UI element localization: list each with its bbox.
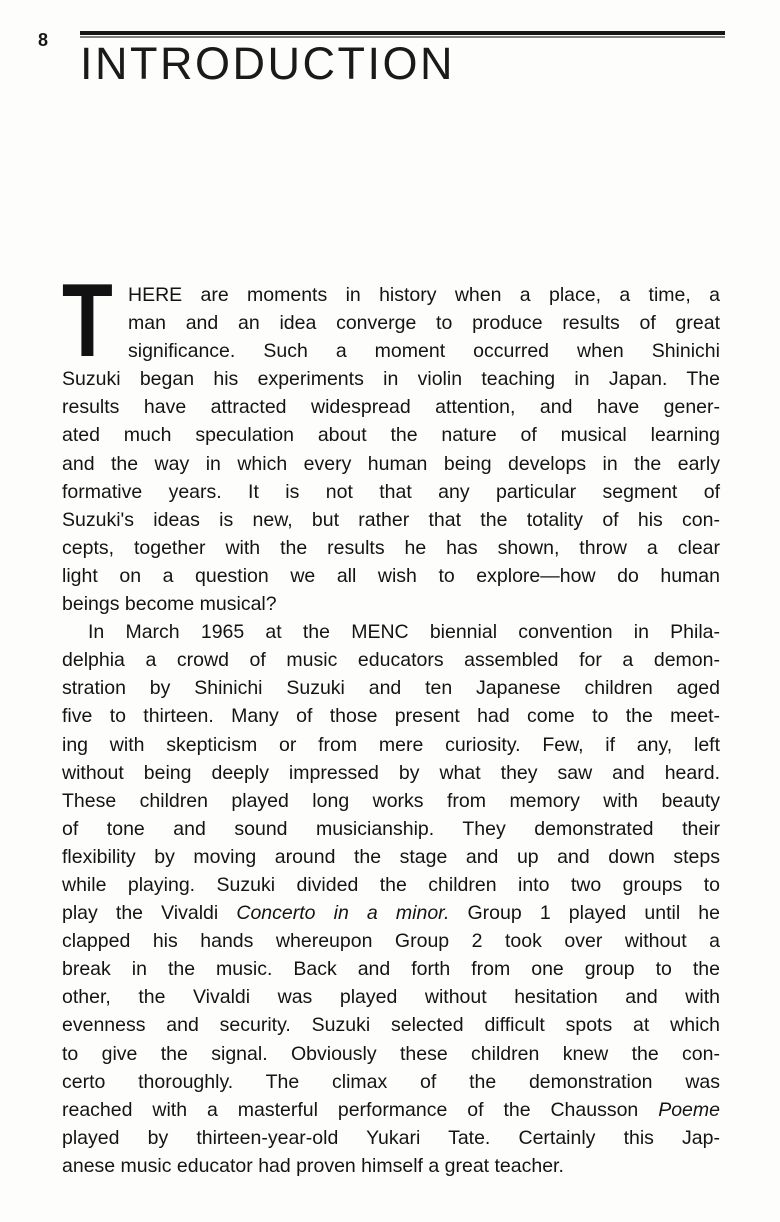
text-segment: and the way in which every human being develops in the early: [62, 452, 720, 475]
text-segment: ated much speculation about the nature of musical learning: [62, 424, 720, 447]
text-segment: play the Vivaldi: [62, 902, 237, 925]
text-segment: man and an idea converge to produce results of great: [128, 312, 720, 335]
text-line: [62, 815, 720, 843]
text-segment: flexibility by moving around the stage and up and down steps: [62, 845, 720, 868]
paragraph-1: [62, 263, 720, 618]
text-segment: formative years. It is not that any particular segment of: [62, 480, 720, 503]
text-segment: Suzuki began his experiments in violin teaching in Japan. The: [62, 368, 720, 391]
text-line: [62, 702, 720, 730]
text-segment: played by thirteen-year-old Yukari Tate. Certainly this Jap-: [62, 1126, 720, 1149]
text-segment: while playing. Suzuki divided the children into two groups to: [62, 873, 720, 896]
text-line: [62, 562, 720, 590]
text-segment: HERE are moments in history when a place, a time, a: [128, 284, 720, 306]
text-line: [62, 983, 720, 1011]
text-line: [62, 674, 720, 702]
text-segment: Suzuki's ideas is new, but rather that the totality of his con-: [62, 508, 720, 531]
text-segment: anese music educator had proven himself a great teacher.: [62, 1154, 564, 1177]
body-text: [62, 263, 720, 1180]
text-segment: ing with skepticism or from mere curiosity. Few, if any, left: [62, 733, 720, 756]
title-rule: [80, 31, 725, 36]
text-line: [62, 450, 720, 478]
text-line: [62, 1096, 720, 1124]
italic-text: Concerto in a minor.: [236, 902, 450, 925]
text-line: [62, 506, 720, 534]
text-segment: certo thoroughly. The climax of the demonstration was: [62, 1070, 720, 1093]
page-title: INTRODUCTION: [80, 38, 455, 89]
text-segment: Group 1 played until he: [449, 902, 720, 925]
text-line: [62, 365, 720, 393]
text-line: [128, 281, 720, 309]
text-line: [62, 421, 720, 449]
text-line: [62, 899, 720, 927]
text-line: [128, 337, 720, 365]
text-segment: light on a question we all wish to explore—how do human: [62, 564, 720, 587]
text-segment: significance. Such a moment occurred when Shinichi: [128, 340, 720, 363]
text-line: [62, 871, 720, 899]
text-segment: reached with a masterful performance of the Chausson: [62, 1098, 659, 1121]
text-segment: to give the signal. Obviously these children knew the con-: [62, 1042, 720, 1065]
text-line: [62, 787, 720, 815]
text-line: [128, 309, 720, 337]
text-segment: In March 1965 at the MENC biennial convention in Phila-: [88, 621, 720, 644]
text-line: [62, 843, 720, 871]
italic-text: Poeme: [658, 1098, 720, 1121]
drop-cap: T: [62, 263, 113, 379]
text-segment: without being deeply impressed by what they saw and heard.: [62, 761, 720, 784]
text-segment: evenness and security. Suzuki selected difficult spots at which: [62, 1014, 720, 1037]
text-line: [62, 927, 720, 955]
text-line: [62, 1152, 720, 1180]
page-number: 8: [38, 30, 49, 50]
text-segment: stration by Shinichi Suzuki and ten Japanese children aged: [62, 677, 720, 700]
text-line: [62, 1068, 720, 1096]
text-line: [62, 1011, 720, 1039]
text-line: [62, 618, 720, 646]
text-line: [62, 534, 720, 562]
text-line: [62, 955, 720, 983]
text-line: [62, 590, 720, 618]
text-segment: five to thirteen. Many of those present had come to the meet-: [62, 705, 720, 728]
text-segment: clapped his hands whereupon Group 2 took over without a: [62, 930, 720, 953]
text-segment: of tone and sound musicianship. They demonstrated their: [62, 817, 720, 840]
text-line: [62, 1124, 720, 1152]
text-segment: beings become musical?: [62, 593, 277, 616]
text-segment: These children played long works from memory with beauty: [62, 789, 720, 812]
text-segment: cepts, together with the results he has shown, throw a clear: [62, 536, 720, 559]
text-line: [62, 1040, 720, 1068]
paragraph-2: [62, 618, 720, 1180]
text-line: [62, 646, 720, 674]
text-line: [62, 759, 720, 787]
text-line: [62, 731, 720, 759]
text-line: [62, 478, 720, 506]
text-segment: break in the music. Back and forth from one group to the: [62, 958, 720, 981]
text-segment: delphia a crowd of music educators assembled for a demon-: [62, 649, 720, 672]
text-segment: other, the Vivaldi was played without hesitation and with: [62, 986, 720, 1009]
text-line: [62, 393, 720, 421]
text-segment: results have attracted widespread attention, and have gener-: [62, 396, 720, 419]
